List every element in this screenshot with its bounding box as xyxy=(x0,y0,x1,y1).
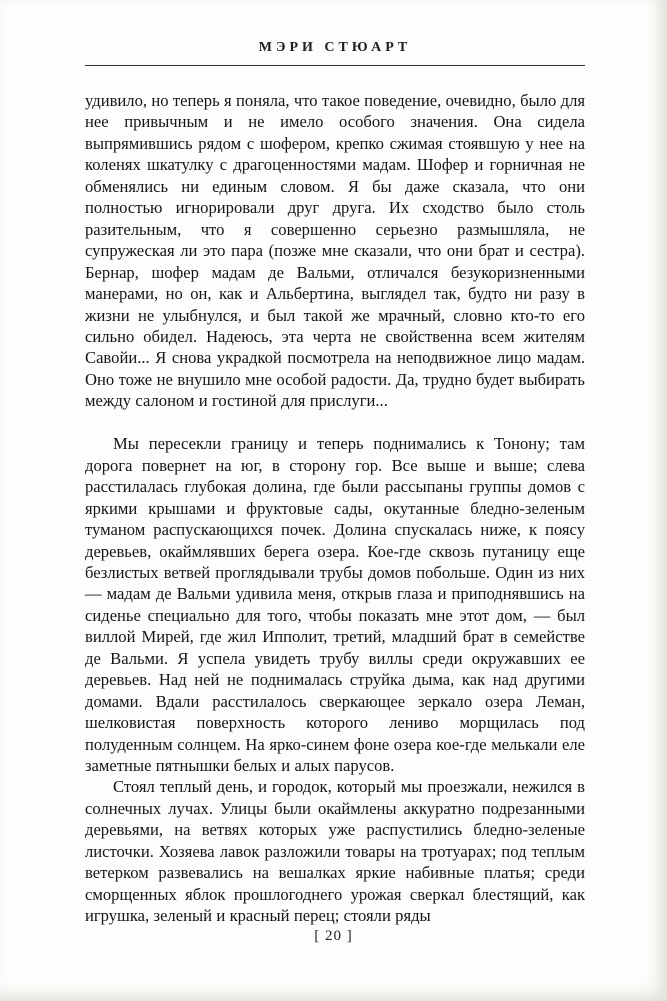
paragraph-journey: Мы пересекли границу и теперь поднимались к Тонону; там дорога повернет на юг, в сторону гор. Все выше и выше; слева расстилалась глубокая долина, где были рассыпаны группы домов с яркими крышами и фруктовые сады, окутанные бледно-зеленым туманом распускающихся почек. Долина спускалась ниже, к поясу деревьев, окаймлявших берега озера. Кое-где сквозь путаницу еще безлистых ветвей проглядывали трубы домов побольше. Один из них — мадам де Вальми удивила меня, открыв глаза и приподнявшись на сиденье специально для того, чтобы показать мне этот дом, — был виллой Мирей, где жил Ипполит, третий, младший брат в семействе де Вальми. Я успела увидеть трубу виллы среди окружавших ее деревьев. Над ней не поднималась струйка дыма, как над другими домами. Вдали расстилалось сверкающее зеркало озера Леман, шелковистая поверхность которого лениво морщилась под полуденным солнцем. На ярко-синем фоне озера кое-где мелькали еле заметные пятнышки белых и алых парусов. xyxy=(85,434,585,776)
page-number: [ 20 ] xyxy=(314,928,353,944)
paragraph-town: Стоял теплый день, и городок, который мы проезжали, нежился в солнечных лучах. Улицы были окаймлены аккуратно подрезанными деревьями, на ветвях которых уже распустились бледно-зеленые листочки. Хозяева лавок разложили товары на тротуарах; под теплым ветерком развевались на вешалках яркие набивные платья; среди сморщенных яблок прошлогоднего урожая сверкал блестящий, как игрушка, зеленый и красный перец; стояли ряды xyxy=(85,777,585,926)
running-header-title: МЭРИ СТЮАРТ xyxy=(258,40,412,55)
paragraph-continuation: удивило, но теперь я поняла, что такое поведение, очевидно, было для нее привычным и не имело особого значения. Она сидела выпрямившись рядом с шофером, крепко сжимая стоявшую у нее на коленях шкатулку с драгоценностями мадам. Шофер и горничная не обменялись ни единым словом. Я бы даже сказала, что они полностью игнорировали друг друга. Их сходство было столь разительным, что я совершенно серьезно размышляла, не супружеская ли это пара (позже мне сказали, что они брат и сестра). Бернар, шофер мадам де Вальми, отличался безукоризненными манерами, но он, как и Альбертина, выглядел так, будто ни разу в жизни не улыбнулся, и был такой же мрачный, словно кто-то его сильно обидел. Надеюсь, эта черта не свойственна всем жителям Савойи... Я снова украдкой посмотрела на неподвижное лицо мадам. Оно тоже не внушило мне особой радости. Да, трудно будет выбирать между салоном и гостиной для прислуги... xyxy=(85,91,585,411)
page-header xyxy=(85,36,585,66)
header-rule xyxy=(85,65,585,66)
page-body xyxy=(85,90,585,927)
